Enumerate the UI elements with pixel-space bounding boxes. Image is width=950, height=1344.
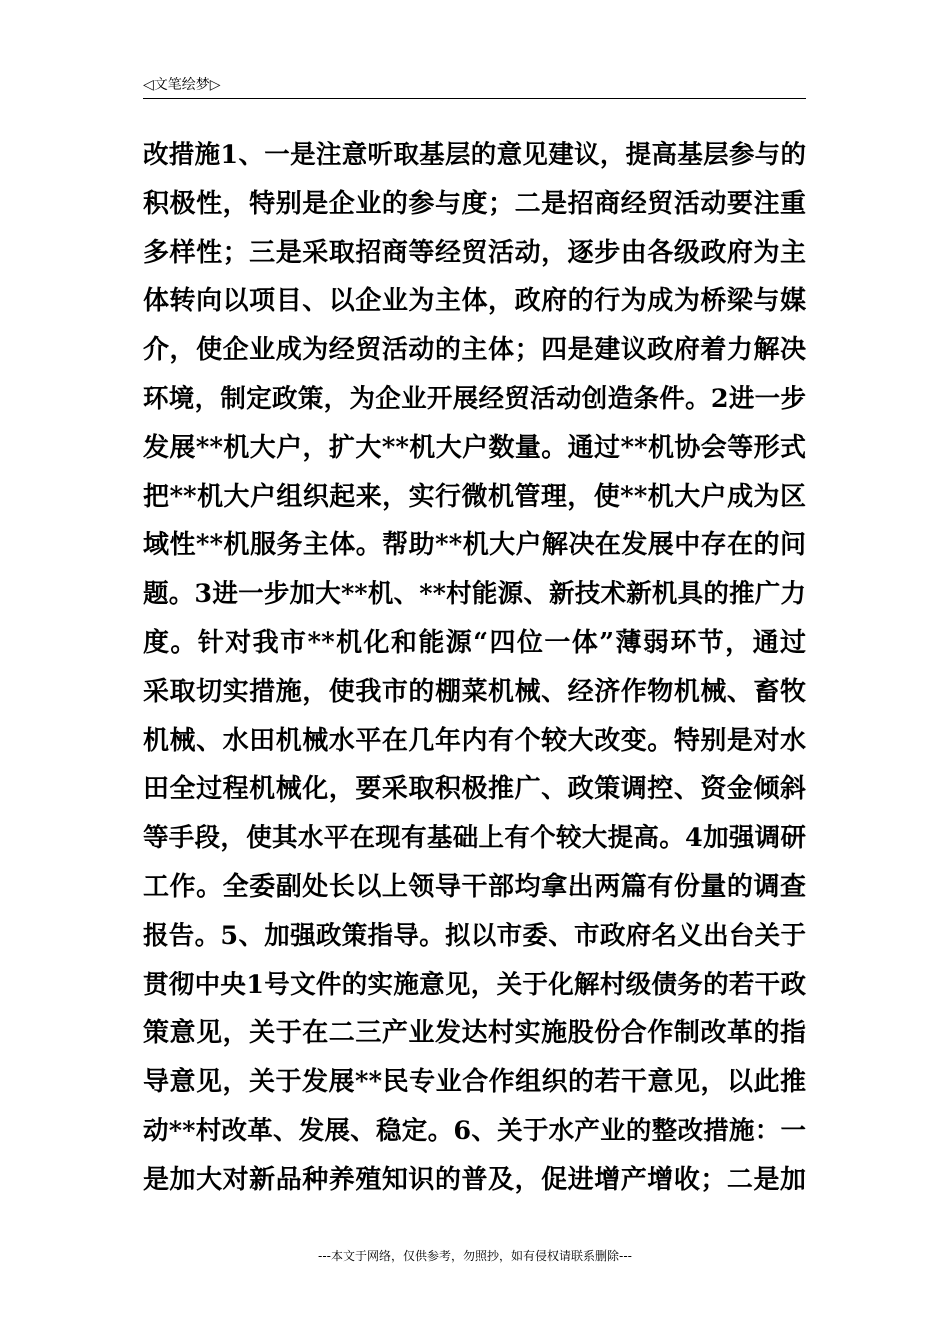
body-line: 田全过程机械化，要采取积极推广、政策调控、资金倾斜	[143, 774, 806, 805]
body-line: 环境，制定政策，为企业开展经贸活动创造条件。2进一步	[143, 383, 806, 414]
document-body	[143, 131, 806, 1205]
body-line: 是加大对新品种养殖知识的普及，促进增产增收；二是加	[143, 1164, 806, 1195]
body-line: 报告。5、加强政策指导。拟以市委、市政府名义出台关于	[143, 920, 806, 951]
body-line: 域性**机服务主体。帮助**机大户解决在发展中存在的问	[143, 530, 806, 561]
page-header	[143, 72, 806, 99]
body-line: 积极性，特别是企业的参与度；二是招商经贸活动要注重	[143, 188, 806, 219]
body-line: 题。3进一步加大**机、**村能源、新技术新机具的推广力	[143, 579, 806, 610]
body-line: 机械、水田机械水平在几年内有个较大改变。特别是对水	[143, 725, 806, 756]
body-line: 导意见，关于发展**民专业合作组织的若干意见，以此推	[143, 1067, 806, 1098]
body-line: 度。针对我市**机化和能源“四位一体”薄弱环节，通过	[143, 627, 806, 658]
body-line: 策意见，关于在二三产业发达村实施股份合作制改革的指	[143, 1018, 806, 1049]
body-line: 工作。全委副处长以上领导干部均拿出两篇有份量的调查	[143, 871, 806, 902]
body-line: 等手段，使其水平在现有基础上有个较大提高。4加强调研	[143, 823, 806, 854]
header-title: ◁文笔绘梦▷	[143, 77, 221, 93]
body-line: 采取切实措施，使我市的棚菜机械、经济作物机械、畜牧	[143, 676, 806, 707]
body-line: 动**村改革、发展、稳定。6、关于水产业的整改措施：一	[143, 1115, 806, 1146]
body-line: 改措施1、一是注意听取基层的意见建议，提高基层参与的	[143, 140, 806, 170]
body-line: 发展**机大户，扩大**机大户数量。通过**机协会等形式	[143, 432, 806, 463]
body-line: 体转向以项目、以企业为主体，政府的行为成为桥梁与媒	[143, 286, 806, 317]
body-line: 多样性；三是采取招商等经贸活动，逐步由各级政府为主	[143, 237, 806, 268]
body-line: 把**机大户组织起来，实行微机管理，使**机大户成为区	[143, 481, 806, 512]
body-line: 介，使企业成为经贸活动的主体；四是建议政府着力解决	[143, 335, 806, 366]
page-footer: ---本文于网络，仅供参考，勿照抄，如有侵权请联系删除---	[318, 1249, 632, 1263]
body-line: 贯彻中央1号文件的实施意见，关于化解村级债务的若干政	[143, 969, 806, 1000]
